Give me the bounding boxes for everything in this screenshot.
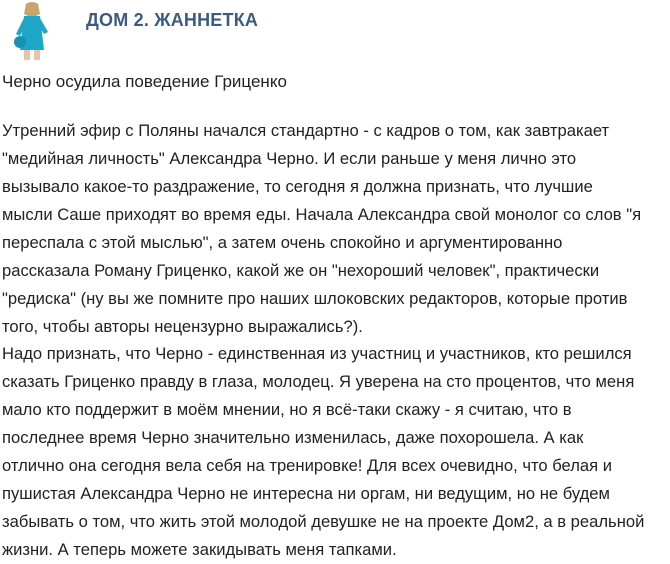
text-line: забывать о том, что жить этой молодой девушке не на проекте Дом2, а в реальной bbox=[2, 512, 645, 531]
logo-girl-icon bbox=[12, 0, 52, 62]
text-line: "редиска" (ну вы же помните про наших шлоковских редакторов, которые против bbox=[2, 289, 628, 308]
text-line: мысли Саше приходят во время еды. Начала Александра свой монолог со слов "я bbox=[2, 205, 642, 224]
text-line: мало кто поддержит в моём мнении, но я всё-таки скажу - я считаю, что в bbox=[2, 400, 572, 419]
text-line: Надо признать, что Черно - единственная из участниц и участников, кто решился bbox=[2, 344, 632, 363]
site-title[interactable]: ДОМ 2. ЖАННЕТКА bbox=[86, 10, 259, 30]
text-line: жизни. А теперь можете закидывать меня тапками. bbox=[2, 540, 397, 559]
article-paragraph bbox=[2, 340, 644, 564]
text-line: пушистая Александра Черно не интересна ни оргам, ни ведущим, но не будем bbox=[2, 484, 610, 503]
text-line: последнее время Черно значительно изменилась, даже похорошела. А как bbox=[2, 428, 584, 447]
text-line: того, чтобы авторы нецензурно выражались?). bbox=[2, 317, 363, 336]
text-line: вызывало какое-то раздражение, то сегодня я должна признать, что лучшие bbox=[2, 177, 593, 196]
text-line: переспала с этой мыслью", а затем очень спокойно и аргументированно bbox=[2, 233, 563, 252]
text-line: сказать Гриценко правду в глаза, молодец. Я уверена на сто процентов, что меня bbox=[2, 372, 635, 391]
text-line: рассказала Роману Гриценко, какой же он "нехороший человек", практически bbox=[2, 261, 600, 280]
text-line: отлично она сегодня вела себя на тренировке! Для всех очевидно, что белая и bbox=[2, 456, 613, 475]
article-paragraph bbox=[2, 117, 641, 341]
text-line: "медийная личность" Александра Черно. И если раньше у меня лично это bbox=[2, 149, 577, 168]
text-line: Утренний эфир с Поляны начался стандартно - с кадров о том, как завтракает bbox=[2, 121, 610, 140]
article-title: Черно осудила поведение Гриценко bbox=[2, 72, 287, 91]
